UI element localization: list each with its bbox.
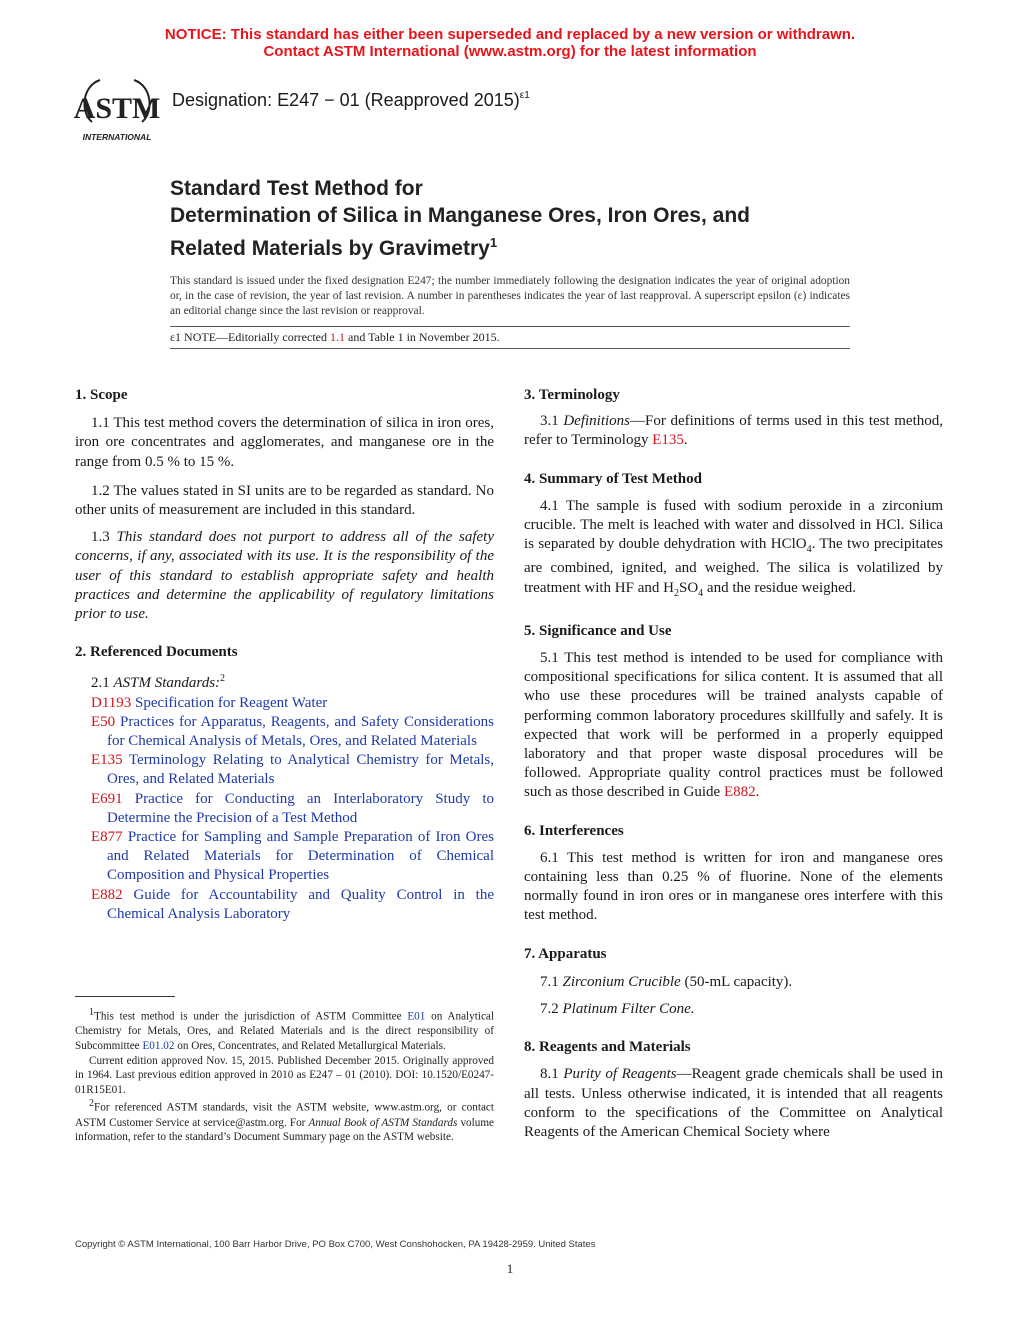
notice-line-2: Contact ASTM International (www.astm.org) for the latest information <box>263 43 757 60</box>
footnote-1-a: This test method is under the jurisdiction of ASTM Committee <box>94 1010 408 1023</box>
logo-word: INTERNATIONAL <box>82 132 152 142</box>
reference-title[interactable]: Practices for Apparatus, Reagents, and Safety Considerations for Chemical Analysis of Metals, Ores, and Related Materials <box>107 713 494 750</box>
para-5-1-text: 5.1 This test method is intended to be used for compliance with compositional specifications for silica content. It is assumed that all who use these procedures will be trained analysts capable of performing common laboratory procedures skillfully and safely. It is expected that work will be performed in a properly equipped laboratory and that proper waste disposal procedures will be followed. Appropriate quality control practices must be followed such as those described in Guide <box>524 650 943 801</box>
para-8-1-num: 8.1 <box>540 1066 564 1083</box>
reference-item <box>75 694 494 713</box>
para-2-1-sup: 2 <box>220 673 226 685</box>
para-4-1 <box>524 497 943 603</box>
section-4-heading: 4. Summary of Test Method <box>524 470 702 487</box>
divider-bottom <box>170 348 850 349</box>
para-2-1 <box>75 669 494 693</box>
right-column <box>524 386 943 1142</box>
para-2-1-text: ASTM Standards: <box>113 675 221 692</box>
footnote-2-marker: 2 <box>89 1098 94 1110</box>
section-7-heading: 7. Apparatus <box>524 945 607 962</box>
designation <box>172 90 530 111</box>
reference-title[interactable]: Terminology Relating to Analytical Chemistry for Metals, Ores, and Related Materials <box>107 752 494 788</box>
para-1-3-text: This standard does not purport to address all of the safety concerns, if any, associated with its use. It is the responsibility of the user of this standard to establish appropriate safety and health practices and determine the applicability of regulatory limitations prior to use. <box>75 529 495 623</box>
divider-top <box>170 326 850 327</box>
reference-code[interactable]: E882 <box>91 886 123 903</box>
guide-link[interactable]: E882 <box>723 784 756 801</box>
para-4-1-d: and the residue weighed. <box>703 579 857 596</box>
title-line-3: Related Materials by Gravimetry <box>170 237 490 260</box>
para-1-1: 1.1 This test method covers the determination of silica in iron ores, iron ore concentrates and agglomerates, and manganese ore in the range from 0.5 % to 15 %. <box>75 415 494 470</box>
withdrawal-notice <box>0 26 1020 60</box>
footnote-2-italic: Annual Book of ASTM Standards <box>308 1116 458 1129</box>
para-1-2: 1.2 The values stated in SI units are to be regarded as standard. No other units of measurement are included in this standard. <box>75 482 494 519</box>
section-2-heading: 2. Referenced Documents <box>75 644 238 661</box>
para-7-2-term: Platinum Filter Cone. <box>562 1001 695 1018</box>
para-4-1-a: 4.1 The sample is fused with sodium peroxide in a zirconium crucible. The melt is leached with water and dissolved in HCl. Silica is separated by double dehydration with HClO <box>524 497 943 553</box>
title-line-2: Determination of Silica in Manganese Ores, Iron Ores, and <box>170 204 750 227</box>
issued-statement: This standard is issued under the fixed designation E247; the number immediately following the designation indicates the year of original adoption or, in the case of revision, the year of last revision. A number in parentheses indicates the year of last reapproval. A superscript epsilon (ε) indicates an editorial change since the last revision or reapproval. <box>170 275 850 317</box>
footnote-2-b: volume information, refer to the standard’s Document Summary page on the ASTM website. <box>75 1116 494 1144</box>
note-pre: NOTE—Editorially corrected <box>181 330 330 344</box>
reference-title[interactable]: Practice for Conducting an Interlaboratory Study to Determine the Precision of a Test Method <box>107 790 494 826</box>
terminology-link[interactable]: E135 <box>652 432 684 449</box>
reference-list <box>75 694 494 924</box>
section-5-heading: 5. Significance and Use <box>524 622 672 639</box>
section-3-heading: 3. Terminology <box>524 387 620 403</box>
reference-item <box>75 790 494 828</box>
note-link[interactable]: 1.1 <box>330 330 345 344</box>
section-8-heading: 8. Reagents and Materials <box>524 1039 691 1056</box>
logo-letters: ASTM <box>73 92 161 125</box>
para-7-2 <box>524 1000 943 1019</box>
footnote-1-marker: 1 <box>89 1007 94 1018</box>
note-epsilon: ε1 <box>170 330 182 344</box>
note-post: and Table 1 in November 2015. <box>345 330 500 344</box>
footnote-1-edition: Current edition approved Nov. 15, 2015. Published December 2015. Originally approved in 1964. Last previous edition approved in 2010 as E247 – 01 (2010). DOI: 10.1520/E0247-01R15E01. <box>75 1054 494 1096</box>
page-number: 1 <box>506 1261 514 1276</box>
notice-line-1: NOTICE: This standard has either been superseded and replaced by a new version or withdrawn. <box>164 26 856 43</box>
subcommittee-link[interactable]: E01.02 <box>142 1039 175 1052</box>
footnote-2-a: For referenced ASTM standards, visit the ASTM website, www.astm.org, or contact ASTM Customer Service at service@astm.org. For <box>75 1102 494 1129</box>
reference-item <box>75 828 494 886</box>
reference-item <box>75 713 494 751</box>
footnote-2 <box>75 1097 494 1145</box>
reference-item <box>75 886 494 924</box>
footnotes <box>75 1006 494 1145</box>
title-line-1: Standard Test Method for <box>170 177 423 200</box>
para-4-1-b: . The two precipitates are combined, ignited, and weighed. The silica is volatilized by treatment with HF and H <box>524 536 943 596</box>
designation-epsilon: ε1 <box>519 90 530 101</box>
reference-code[interactable]: E877 <box>91 829 123 846</box>
para-3-1-end: . <box>683 432 688 449</box>
para-7-1-num: 7.1 <box>540 973 563 990</box>
para-1-3 <box>75 528 494 624</box>
para-7-1-rest: (50-mL capacity). <box>680 973 793 990</box>
reference-code[interactable]: E135 <box>91 752 123 769</box>
astm-logo-mark <box>72 72 162 144</box>
para-4-1-sub1: 4 <box>806 544 812 556</box>
left-column <box>75 386 494 924</box>
para-2-1-num: 2.1 <box>91 675 114 692</box>
reference-title[interactable]: Practice for Sampling and Sample Preparation of Iron Ores and Related Materials for Determination of Chemical Composition and Physical Properties <box>107 829 494 884</box>
committee-link[interactable]: E01 <box>407 1010 426 1023</box>
para-8-1-term: Purity of Reagents <box>563 1066 677 1083</box>
para-4-1-c: SO <box>678 579 699 596</box>
section-6-heading: 6. Interferences <box>524 822 624 839</box>
reference-code[interactable]: E50 <box>91 713 116 730</box>
document-title <box>170 175 750 262</box>
para-4-1-sub2: 2 <box>673 587 679 599</box>
reference-item <box>75 751 494 789</box>
astm-logo <box>72 72 162 144</box>
footnote-1-c: on Ores, Concentrates, and Related Metallurgical Materials. <box>174 1039 446 1052</box>
designation-text: Designation: E247 − 01 (Reapproved 2015) <box>172 90 520 110</box>
section-1-heading: 1. Scope <box>75 387 128 403</box>
para-1-3-num: 1.3 <box>91 529 117 546</box>
footnote-rule <box>75 996 175 997</box>
reference-title[interactable]: Specification for Reagent Water <box>131 694 328 711</box>
para-5-1 <box>524 649 943 803</box>
para-7-1-term: Zirconium Crucible <box>562 973 681 990</box>
footnote-1 <box>75 1006 494 1054</box>
para-7-2-num: 7.2 <box>540 1001 563 1018</box>
para-7-1 <box>524 973 943 992</box>
reference-title[interactable]: Guide for Accountability and Quality Control in the Chemical Analysis Laboratory <box>107 886 494 922</box>
para-3-1-text: —For definitions of terms used in this test method, refer to Terminology <box>524 413 943 449</box>
title-footnote-ref: 1 <box>489 235 498 250</box>
footnote-1-b: on Analytical Chemistry for Metals, Ores, and Related Materials and is the direct responsibility of Subcommittee <box>75 1010 494 1052</box>
para-3-1 <box>524 412 943 450</box>
para-8-1 <box>524 1065 943 1142</box>
para-6-1: 6.1 This test method is written for iron and manganese ores containing less than 0.25 % of fluorine. None of the elements normally found in iron ores or in manganese ores interfere with this test method. <box>524 849 943 924</box>
editorial-note <box>170 330 500 345</box>
para-3-1-term: Definitions <box>563 413 631 430</box>
para-3-1-num: 3.1 <box>540 413 564 430</box>
reference-code[interactable]: E691 <box>91 790 123 807</box>
para-5-1-end: . <box>755 784 760 801</box>
copyright: Copyright © ASTM International, 100 Barr Harbor Drive, PO Box C700, West Conshohocken, PA 19428-2959. United States <box>75 1239 596 1250</box>
para-8-1-text: —Reagent grade chemicals shall be used in all tests. Unless otherwise indicated, it is intended that all reagents conform to the specifications of the Committee on Analytical Reagents of the American Chemical Society where <box>524 1066 943 1141</box>
para-4-1-sub3: 4 <box>698 587 704 599</box>
reference-code[interactable]: D1193 <box>91 694 132 711</box>
